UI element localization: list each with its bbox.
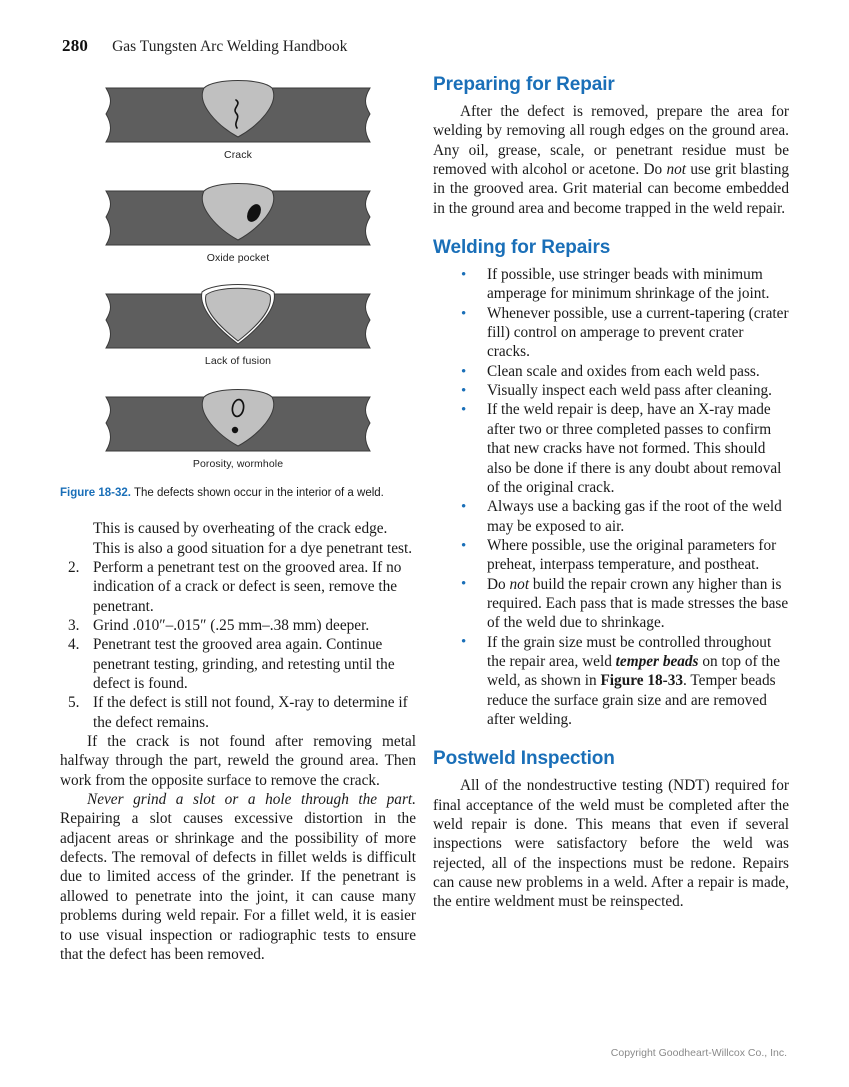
list-item — [433, 265, 789, 304]
right-column — [433, 74, 789, 912]
bullet-icon: • — [461, 402, 467, 419]
list-item — [433, 304, 789, 362]
welding-for-repairs-list — [433, 265, 789, 729]
left-column — [60, 74, 416, 964]
para-italic-not: not — [666, 161, 687, 179]
figure-label-lack-of-fusion: Lack of fusion — [204, 355, 272, 367]
list-item-number: 4. — [68, 636, 80, 654]
list-item-text: Where possible, use the original parameters for preheat, interpass temperature, and postheat. — [487, 536, 777, 574]
list-item-text: Visually inspect each weld pass after cleaning. — [487, 382, 772, 400]
final-paragraph-rest: Repairing a slot causes excessive distortion in the adjacent areas or shrinkage and the possibility of more defects. The removal of defects in fillet welds is difficult due to limited access of the grinder. If the penetrant is allowed to penetrate into the joint, it can cause many problems during weld repair. For a fillet weld, it is easier to use visual inspection or radiographic tests to ensure that the defect has been removed. — [60, 810, 416, 963]
bullet-icon: • — [461, 634, 467, 651]
list-item-text-suffix: . Temper beads reduce the surface grain size and are removed after welding. — [487, 672, 776, 728]
figure-item-crack — [60, 74, 416, 161]
bullet-icon: • — [461, 266, 467, 283]
list-item-text-prefix: Do — [487, 575, 510, 593]
repair-steps-list — [60, 558, 416, 732]
list-item-text: Whenever possible, use a current-tapering (crater fill) control on amperage to prevent crater cracks. — [487, 304, 789, 361]
section-heading-postweld-inspection: Postweld Inspection — [433, 748, 615, 770]
preparing-for-repair-paragraph — [433, 102, 789, 218]
list-item-italic-not: not — [509, 575, 530, 593]
list-item-term-temper-beads: temper beads — [615, 652, 699, 670]
list-item-text: Always use a backing gas if the root of the weld may be exposed to air. — [487, 498, 782, 535]
list-item — [433, 362, 789, 381]
bullet-icon: • — [461, 537, 467, 554]
paragraph-after-list: If the crack is not found after removing metal halfway through the part, reweld the ground area. Then work from the opposite surface to remove the crack. — [60, 733, 416, 789]
list-item-text-prefix: If the grain size must be controlled throughout the repair area, weld — [487, 633, 772, 670]
list-item-text-mid: on top of the weld, as shown in — [487, 652, 781, 690]
postweld-inspection-paragraph: All of the nondestructive testing (NDT) required for final acceptance of the weld must be completed after the weld repair is done. This means that even if several inspections were satisfactory before the weld was rejected, all of the inspections must be redone. Repairs can cause new problems in a weld. After a repair is made, the entire weldment must be reinspected. — [433, 777, 789, 911]
figure-item-porosity-wormhole — [60, 383, 416, 470]
list-item — [60, 616, 416, 635]
bullet-icon: • — [461, 363, 467, 380]
continued-paragraph: This is caused by overheating of the crack edge. This is also a good situation for a dye penetrant test. — [93, 520, 413, 557]
final-paragraph-italic-lead: Never grind a slot or a hole through the part. — [87, 791, 416, 809]
figure-item-oxide-pocket — [60, 177, 416, 264]
figure-label-porosity-wormhole: Porosity, wormhole — [192, 458, 284, 470]
list-item — [433, 633, 789, 730]
list-item-text: Perform a penetrant test on the grooved area. If no indication of a crack or defect is seen, remove the penetrant. — [93, 558, 402, 615]
list-item-number: 2. — [68, 558, 80, 576]
copyright-footer: Copyright Goodheart-Willcox Co., Inc. — [610, 1047, 787, 1059]
porosity-wormhole-diagram — [102, 383, 374, 455]
porosity-defect-icon — [232, 427, 238, 433]
lack-of-fusion-diagram — [102, 280, 374, 352]
crack-diagram — [102, 74, 374, 146]
bullet-icon: • — [461, 383, 467, 400]
figure-caption — [60, 486, 416, 501]
running-head — [62, 36, 347, 56]
oxide-pocket-diagram — [102, 177, 374, 249]
list-item — [433, 575, 789, 633]
final-paragraph — [60, 790, 416, 964]
list-item-text: Clean scale and oxides from each weld pass. — [487, 362, 760, 380]
bullet-icon: • — [461, 305, 467, 322]
figure-18-32 — [60, 74, 416, 501]
bullet-icon: • — [461, 499, 467, 516]
list-item-text-suffix: build the repair crown any higher than is required. Each pass that is made stresses the base of the weld due to shrinkage. — [487, 575, 789, 632]
list-item — [433, 497, 789, 536]
list-item — [433, 400, 789, 497]
section-heading-welding-for-repairs: Welding for Repairs — [433, 237, 611, 259]
list-item-text: Grind .010″–.015″ (.25 mm–.38 mm) deeper. — [93, 617, 370, 634]
section-heading-preparing-for-repair: Preparing for Repair — [433, 74, 615, 95]
figure-item-lack-of-fusion — [60, 280, 416, 367]
list-item-text: If the defect is still not found, X-ray to determine if the defect remains. — [93, 694, 408, 731]
list-item-text: If possible, use stringer beads with minimum amperage for minimum shrinkage of the joint. — [487, 266, 770, 303]
page-number: 280 — [62, 36, 89, 55]
list-item-number: 3. — [68, 617, 80, 634]
list-item — [60, 635, 416, 693]
para-part-1: After the defect is removed, prepare the area for welding by removing all rough edges on the ground area. Any oil, grease, scale, or penetrant residue must be removed with alcohol or acetone. Do — [433, 103, 789, 179]
list-item — [60, 693, 416, 732]
figure-label-oxide-pocket: Oxide pocket — [206, 252, 270, 264]
figure-reference-18-33: Figure 18-33 — [600, 672, 684, 690]
list-item-text: Penetrant test the grooved area again. Continue penetrant testing, grinding, and retesting until the defect is found. — [93, 636, 395, 693]
figure-caption-number: Figure 18-32. — [60, 487, 131, 499]
bullet-icon: • — [461, 576, 467, 593]
book-title: Gas Tungsten Arc Welding Handbook — [112, 38, 348, 55]
list-item-text: If the weld repair is deep, have an X-ray made after two or three completed passes to confirm that new cracks have not formed. This should also be done if there is any doubt about removal of the original crack. — [487, 401, 782, 496]
list-item — [60, 558, 416, 616]
figure-label-crack: Crack — [224, 149, 252, 161]
list-item — [433, 536, 789, 575]
figure-caption-text: The defects shown occur in the interior of a weld. — [130, 487, 384, 499]
list-item — [433, 381, 789, 400]
list-item-number: 5. — [68, 694, 80, 712]
para-part-2: use grit blasting in the grooved area. Grit material can become embedded in the ground area and become trapped in the weld repair. — [433, 161, 789, 217]
